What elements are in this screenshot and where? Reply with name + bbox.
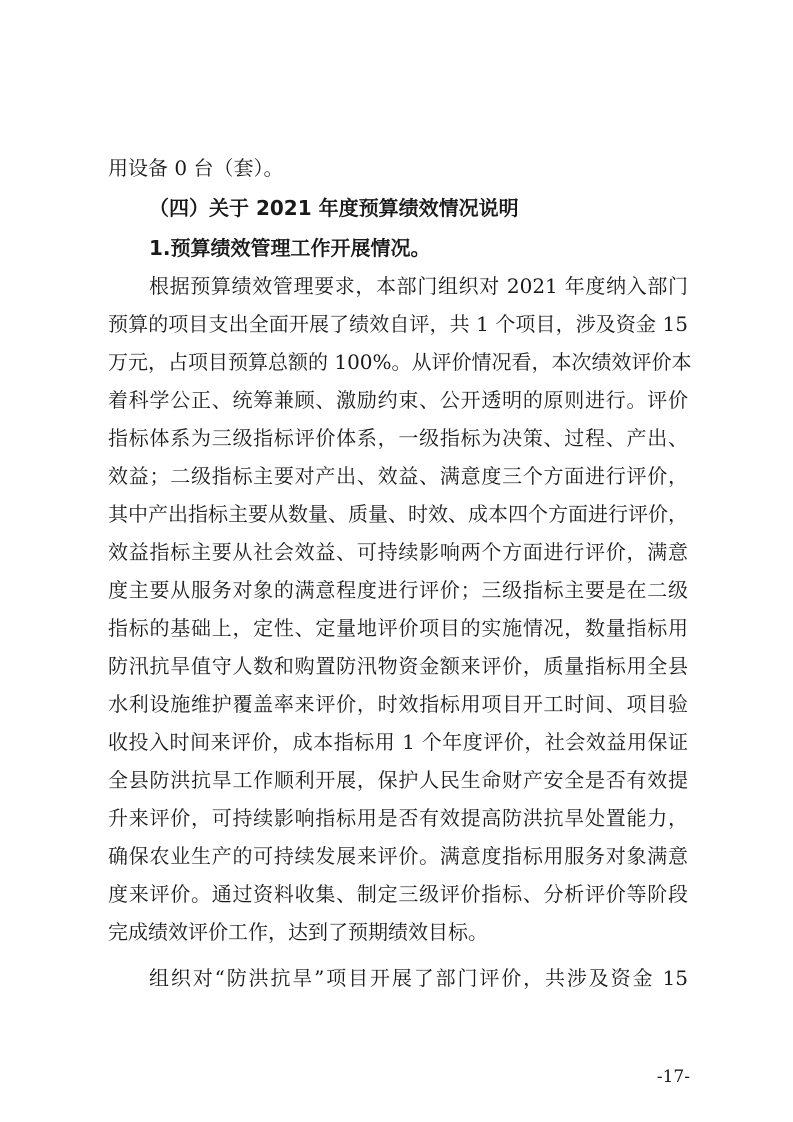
- text-line: 升来评价，可持续影响指标用是否有效提高防洪抗旱处置能力，: [108, 806, 688, 830]
- text-line: 效益；二级指标主要对产出、效益、满意度三个方面进行评价，: [108, 464, 688, 488]
- text-line: 万元，占项目预算总额的 100%。从评价情况看，本次绩效评价本: [108, 350, 692, 374]
- text-line: 全县防洪抗旱工作顺利开展，保护人民生命财产安全是否有效提: [108, 768, 688, 792]
- page-number: -17-: [656, 1067, 690, 1087]
- text-line: 根据预算绩效管理要求，本部门组织对 2021 年度纳入部门: [149, 274, 688, 298]
- text-line: 度来评价。通过资料收集、制定三级评价指标、分析评价等阶段: [108, 882, 688, 906]
- text-line: 效益指标主要从社会效益、可持续影响两个方面进行评价，满意: [108, 540, 688, 564]
- text-line: 其中产出指标主要从数量、质量、时效、成本四个方面进行评价，: [108, 502, 688, 526]
- text-line: 预算的项目支出全面开展了绩效自评，共 1 个项目，涉及资金 15: [108, 312, 688, 336]
- text-line: 防汛抗旱值守人数和购置防汛物资金额来评价，质量指标用全县: [108, 654, 688, 678]
- text-line: 水利设施维护覆盖率来评价，时效指标用项目开工时间、项目验: [108, 692, 688, 716]
- subsection-heading: 1.预算绩效管理工作开展情况。: [149, 236, 431, 260]
- text-line: 组织对“防洪抗旱”项目开展了部门评价，共涉及资金 15: [149, 966, 688, 990]
- section-heading: （四）关于 2021 年度预算绩效情况说明: [149, 196, 519, 220]
- text-line: 指标的基础上，定性、定量地评价项目的实施情况，数量指标用: [108, 616, 688, 640]
- text-line: 指标体系为三级指标评价体系，一级指标为决策、过程、产出、: [108, 426, 688, 450]
- text-line: 度主要从服务对象的满意程度进行评价；三级指标主要是在二级: [108, 578, 688, 602]
- text-line: 收投入时间来评价，成本指标用 1 个年度评价，社会效益用保证: [108, 730, 688, 754]
- text-line: 完成绩效评价工作，达到了预期绩效目标。: [108, 920, 488, 944]
- text-line: 用设备 0 台（套）。: [108, 156, 284, 180]
- text-line: 确保农业生产的可持续发展来评价。满意度指标用服务对象满意: [108, 844, 688, 868]
- text-line: 着科学公正、统筹兼顾、激励约束、公开透明的原则进行。评价: [108, 388, 688, 412]
